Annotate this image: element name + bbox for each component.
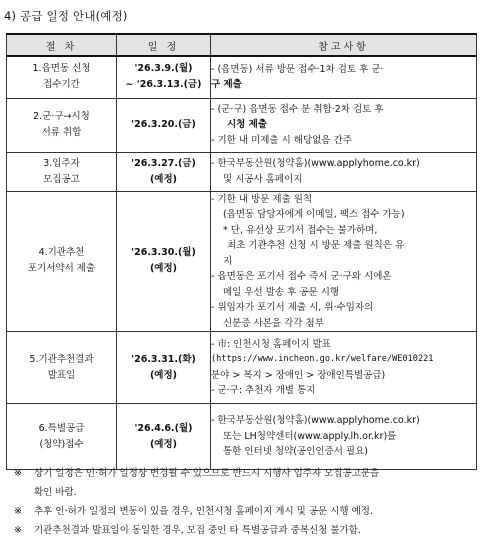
note-line: 구 제출 — [211, 79, 242, 91]
reference-mark-icon: ※ — [14, 525, 22, 536]
reference-mark-icon: ※ — [14, 506, 22, 517]
note-line: - 기한 내 방문 제출 원칙 — [211, 193, 313, 205]
date-text: '26.3.30.(월) — [131, 247, 196, 259]
header-note: 참고사항 — [211, 34, 477, 56]
step-text: 2.군·구→시청 — [33, 111, 90, 122]
step-cell — [7, 332, 117, 404]
note-line: * 단, 유선상 포기서 접수는 불가하며, — [223, 224, 378, 236]
note-line: - 한국부동산원(청약홈)(www.applyhome.co.kr) — [211, 415, 420, 427]
note-line: 분야 > 복지 > 장애인 > 장애인특별공급) — [211, 369, 386, 381]
table-row — [7, 404, 477, 470]
date-text: '26.3.27.(금) — [131, 157, 196, 169]
step-text: 1.읍면동 신청 — [32, 63, 91, 75]
step-text: 4.기관추천 — [38, 247, 85, 259]
note-line: - 읍면동은 포기서 접수 즉시 군·구와 시에온 — [211, 271, 392, 282]
table-row — [7, 332, 477, 404]
note-line: - 市: 인천시청 홈페이지 발표 — [211, 338, 331, 350]
note-line: 신분증 사본을 각각 첨부 — [223, 317, 324, 329]
note-line: - (군·구) 읍면동 접수 분 취합·2차 검토 후 — [211, 103, 384, 115]
note-line: 시청 제출 — [227, 119, 268, 131]
note-cell — [211, 404, 477, 470]
date-text: (예정) — [149, 369, 178, 381]
note-line: 메일 우선 발송 후 공문 시행 — [223, 286, 340, 298]
step-cell — [7, 98, 117, 152]
table-row — [7, 191, 477, 332]
step-text: 5.기관추천결과 — [29, 353, 94, 365]
step-text: 접수기간 — [43, 79, 80, 91]
header-step: 절 차 — [7, 34, 117, 56]
step-cell — [7, 152, 117, 191]
step-text: 6.특별공급 — [38, 422, 85, 434]
footnote-line — [14, 521, 478, 540]
date-cell — [117, 332, 211, 404]
step-text: (청약)접수 — [39, 438, 84, 450]
note-line: 지 — [223, 255, 233, 267]
note-line: - 위임자가 포기서 제출 시, 위·수임자의 — [211, 302, 374, 313]
footnotes — [14, 464, 478, 540]
footnote-line — [14, 502, 478, 521]
supply-schedule-table — [6, 33, 477, 470]
footnote-line — [14, 464, 478, 483]
note-line: - (읍면동) 서류 방문 접수·1차 검토 후 군· — [211, 63, 384, 75]
table-body — [7, 56, 477, 470]
step-text: 발표일 — [47, 369, 76, 381]
date-text: '26.4.6.(월) — [134, 422, 193, 434]
date-text: '26.3.9.(월) — [134, 63, 193, 75]
date-text: '26.3.20.(금) — [131, 119, 196, 130]
note-cell — [211, 56, 477, 98]
date-text: ~ '26.3.13.(금) — [125, 79, 202, 91]
note-line: - 한국부동산원(청약홈)(www.applyhome.co.kr) — [211, 158, 420, 169]
note-cell — [211, 98, 477, 152]
note-line: - 기한 내 미제출 시 해당없음 간주 — [211, 134, 352, 146]
date-cell — [117, 404, 211, 470]
step-cell — [7, 404, 117, 470]
step-text: 3.입주자 — [43, 157, 80, 169]
footnote-text: 추후 인·허가 일정의 변동이 있을 경우, 인천시청 홈페이지 게시 및 공문 시행 예정. — [34, 506, 373, 517]
step-cell — [7, 191, 117, 332]
table-row — [7, 56, 477, 98]
note-cell — [211, 332, 477, 404]
step-text: 모집공고 — [43, 173, 80, 185]
note-line: 최초 기관추천 신청 시 방문 제출 원칙은 유 — [227, 240, 405, 251]
note-line: 통한 인터넷 청약(공인인증서 필요) — [223, 446, 368, 458]
table-header-row — [7, 34, 477, 56]
footnote-text: 기관추천결과 발표일이 동일한 경우, 모집 중인 타 특별공급과 중복신청 불가함. — [34, 525, 361, 536]
step-text: 서류 취합 — [41, 127, 82, 138]
header-date: 일 정 — [117, 34, 211, 56]
table-row — [7, 98, 477, 152]
date-cell — [117, 191, 211, 332]
note-line: (읍면동 담당자에게 이메일, 팩스 접수 가능) — [223, 209, 405, 220]
note-line: (https://www.incheon.go.kr/welfare/WE010221 — [211, 354, 434, 364]
reference-mark-icon: ※ — [14, 468, 22, 479]
date-text: (예정) — [149, 263, 178, 275]
date-cell — [117, 98, 211, 152]
date-text: '26.3.31.(화) — [131, 353, 196, 365]
footnote-text: 상기 일정은 인·허가 일정상 변경될 수 있으므로 반드시 시행사 입주자 모집공고문을 — [34, 468, 380, 479]
date-text: (예정) — [149, 438, 178, 450]
note-line: 또는 LH청약센터(www.apply.lh.or.kr)를 — [223, 430, 397, 442]
note-line: 및 시공사 홈페이지 — [223, 173, 303, 185]
table-row — [7, 152, 477, 191]
date-cell — [117, 56, 211, 98]
footnote-line — [14, 483, 478, 502]
note-cell — [211, 152, 477, 191]
note-line: - 군·구: 추천자 개별 통지 — [211, 385, 316, 396]
footnote-text: 확인 바람. — [34, 487, 77, 498]
step-cell — [7, 56, 117, 98]
step-text: 포기서약서 제출 — [27, 263, 96, 275]
section-title: 4) 공급 일정 안내(예정) — [4, 9, 128, 23]
date-cell — [117, 152, 211, 191]
note-cell — [211, 191, 477, 332]
date-text: (예정) — [149, 173, 178, 185]
